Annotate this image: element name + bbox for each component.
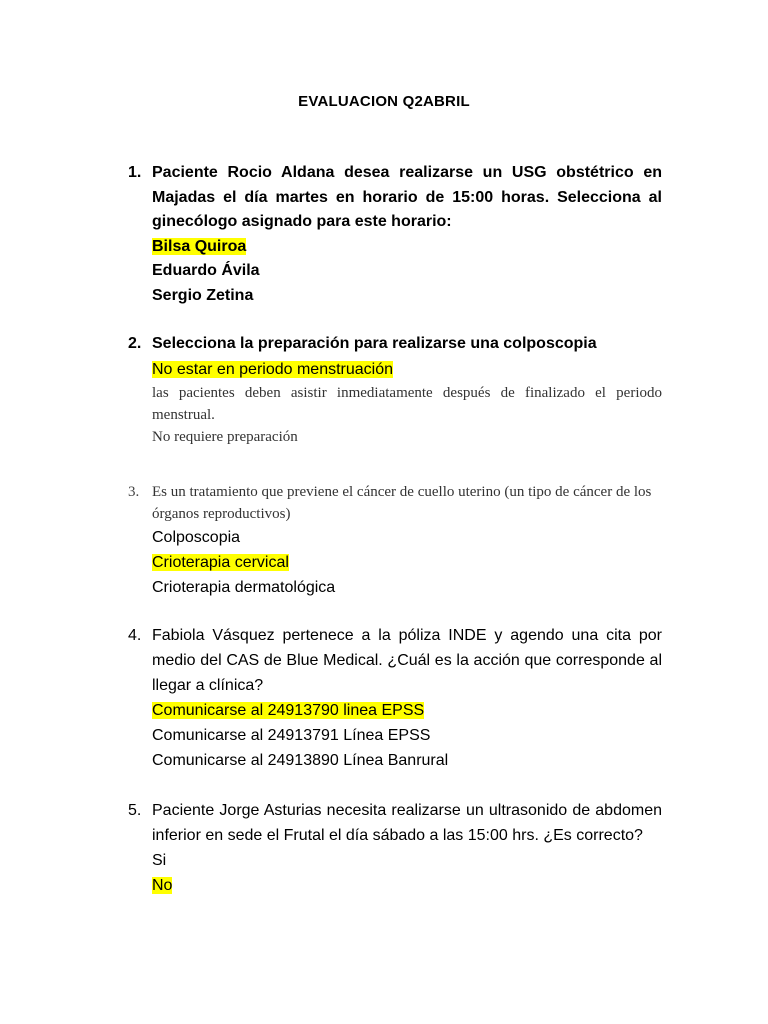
question-number: 2.	[128, 335, 142, 352]
answer-option-highlighted: No	[152, 877, 173, 894]
question-2	[128, 332, 662, 448]
question-number: 1.	[128, 164, 142, 181]
question-text: Es un tratamiento que previene el cáncer de cuello uterino (un tipo de cáncer de los órganos reproductivos)	[152, 484, 652, 522]
question-5	[128, 798, 662, 898]
answer-option: No requiere preparación	[152, 428, 298, 445]
document-title: EVALUACION Q2ABRIL	[298, 93, 470, 110]
answer-options	[152, 525, 662, 600]
question-number: 5.	[128, 802, 142, 819]
answer-option: Eduardo Ávila	[152, 262, 260, 279]
answer-option-highlighted: Bilsa Quiroa	[152, 237, 247, 255]
answer-option-highlighted: Crioterapia cervical	[152, 554, 289, 571]
answer-option-highlighted: No estar en periodo menstruación	[152, 360, 394, 378]
answer-options	[152, 357, 662, 448]
question-3	[128, 481, 662, 600]
question-text: Selecciona la preparación para realizarse una colposcopia	[152, 335, 597, 352]
question-number: 4.	[128, 627, 142, 644]
question-text: Paciente Jorge Asturias necesita realizarse un ultrasonido de abdomen inferior en sede el Frutal el día sábado a las 15:00 hrs. ¿Es correcto?	[152, 802, 662, 844]
answer-option: Si	[152, 852, 167, 869]
answer-options	[152, 698, 662, 773]
question-1	[128, 161, 662, 308]
answer-options	[152, 235, 662, 309]
answer-option: Crioterapia dermatológica	[152, 579, 336, 596]
answer-option: Comunicarse al 24913791 Línea EPSS	[152, 727, 431, 744]
question-4	[128, 623, 662, 773]
question-text: Fabiola Vásquez pertenece a la póliza INDE y agendo una cita por medio del CAS de Blue Medical. ¿Cuál es la acción que corresponde al llegar a clínica?	[152, 627, 662, 694]
answer-option: Colposcopia	[152, 529, 241, 546]
question-number: 3.	[128, 484, 140, 500]
answer-option: Sergio Zetina	[152, 286, 254, 304]
answer-option: las pacientes deben asistir inmediatamente después de finalizado el periodo menstrual.	[152, 384, 662, 423]
answer-option: Comunicarse al 24913890 Línea Banrural	[152, 752, 449, 769]
question-text: Paciente Rocio Aldana desea realizarse un USG obstétrico en Majadas el día martes en horario de 15:00 horas. Selecciona al ginecólogo asignado para este horario:	[152, 164, 662, 230]
answer-option-highlighted: Comunicarse al 24913790 linea EPSS	[152, 702, 425, 719]
answer-options	[152, 848, 662, 898]
